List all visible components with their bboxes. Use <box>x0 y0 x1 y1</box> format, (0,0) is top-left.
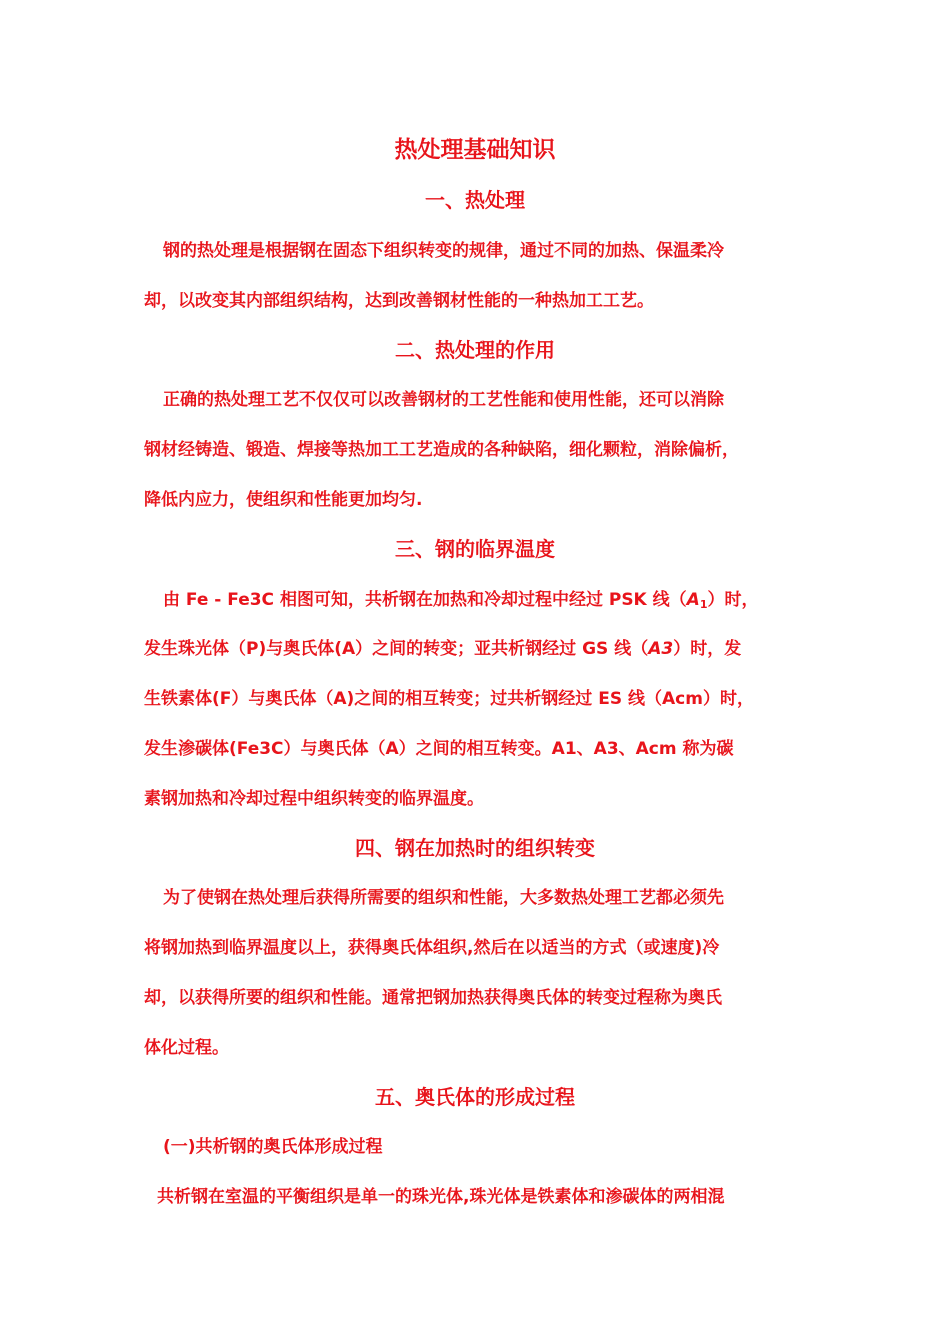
math-symbol: A3 <box>648 639 674 659</box>
paragraph-line: 却，以改变其内部组织结构，达到改善钢材性能的一种热加工工艺。 <box>144 291 654 311</box>
document-title: 热处理基础知识 <box>394 137 556 163</box>
paragraph-line <box>163 587 853 618</box>
paragraph-line: 钢材经铸造、锻造、焊接等热加工工艺造成的各种缺陷，细化颗粒，消除偏析， <box>144 440 739 460</box>
text-run: ）时， <box>707 590 759 610</box>
text-run: ）时，发 <box>673 639 742 659</box>
paragraph-line <box>144 636 834 662</box>
paragraph-line: 降低内应力，使组织和性能更加均匀. <box>144 490 423 510</box>
text-run: 发生珠光体（P)与奥氏体(A）之间的转变；亚共析钢经过 GS 线（ <box>144 639 649 659</box>
math-symbol: A <box>686 590 700 610</box>
section-heading-2: 二、热处理的作用 <box>395 338 555 362</box>
paragraph-line: 为了使钢在热处理后获得所需要的组织和性能，大多数热处理工艺都必须先 <box>163 888 724 908</box>
paragraph-line: 正确的热处理工艺不仅仅可以改善钢材的工艺性能和使用性能，还可以消除 <box>163 390 724 410</box>
section-heading-1: 一、热处理 <box>425 188 525 212</box>
paragraph-line: 钢的热处理是根据钢在固态下组织转变的规律，通过不同的加热、保温柔冷 <box>163 241 724 261</box>
subsection-heading: (一)共析钢的奥氏体形成过程 <box>163 1137 383 1157</box>
paragraph-line: 却，以获得所要的组织和性能。通常把钢加热获得奥氏体的转变过程称为奥氏 <box>144 988 722 1008</box>
section-heading-5: 五、奥氏体的形成过程 <box>375 1085 575 1109</box>
paragraph-line: 体化过程。 <box>144 1038 229 1058</box>
paragraph-line: 生铁素体(F）与奥氏体（A)之间的相互转变；过共析钢经过 ES 线（Acm）时， <box>144 689 754 709</box>
paragraph-line: 共析钢在室温的平衡组织是单一的珠光体,珠光体是铁素体和渗碳体的两相混 <box>157 1187 725 1207</box>
section-heading-3: 三、钢的临界温度 <box>395 537 555 561</box>
paragraph-line: 将钢加热到临界温度以上，获得奥氏体组织,然后在以适当的方式（或速度)冷 <box>144 938 720 958</box>
section-heading-4: 四、钢在加热时的组织转变 <box>355 836 595 860</box>
paragraph-line: 发生渗碳体(Fe3C）与奥氏体（A）之间的相互转变。A1、A3、Acm 称为碳 <box>144 739 734 759</box>
paragraph-line: 素钢加热和冷却过程中组织转变的临界温度。 <box>144 789 484 809</box>
math-subscript: 1 <box>699 598 708 611</box>
text-run: 由 Fe - Fe3C 相图可知，共析钢在加热和冷却过程中经过 PSK 线（ <box>163 590 687 610</box>
